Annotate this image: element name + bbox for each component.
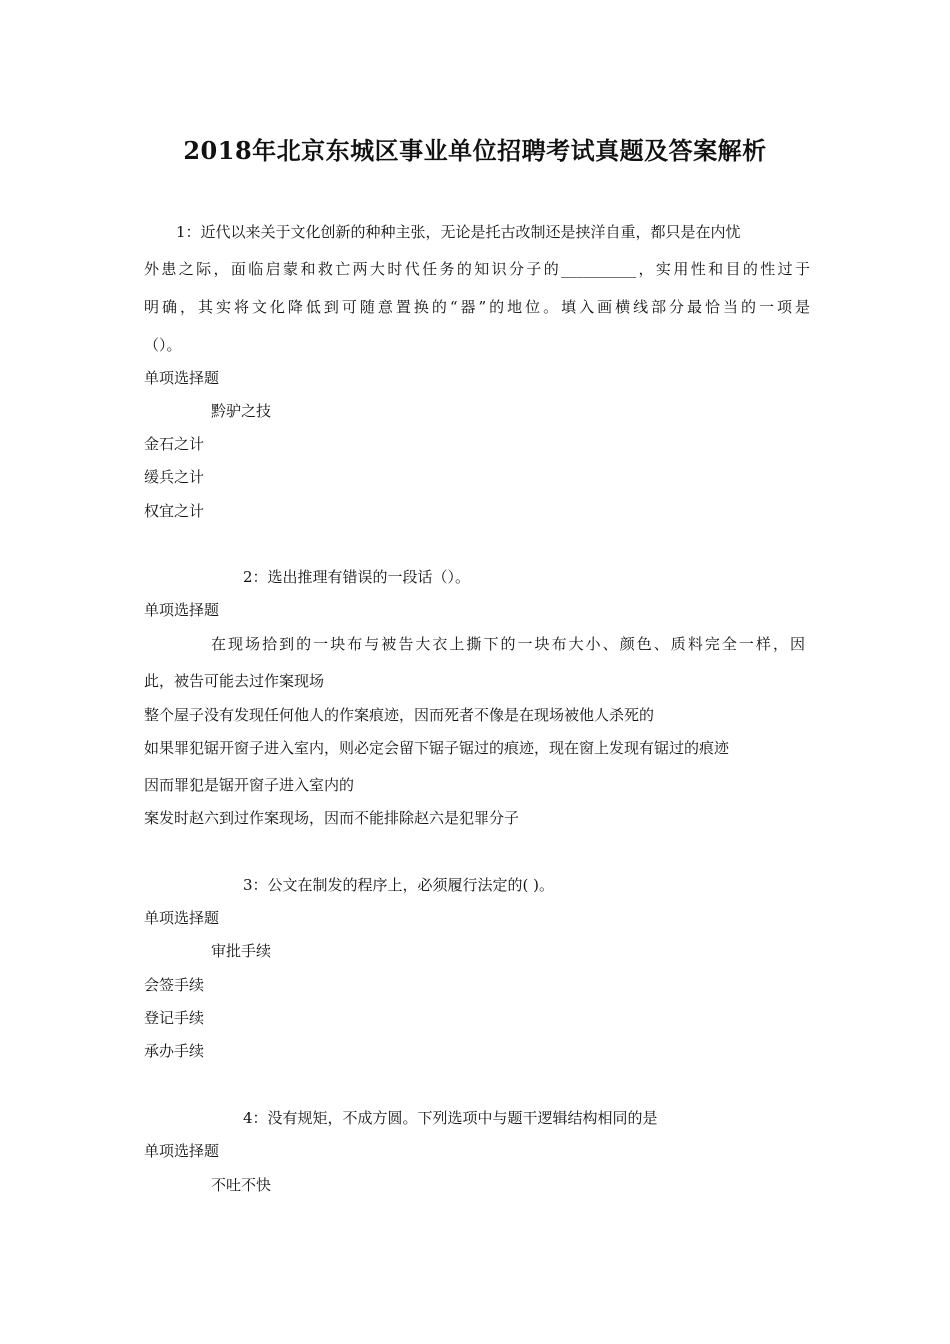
question-1-stem-line-4: （）。 [144,336,182,354]
question-3-stem: 3：公文在制发的程序上，必须履行法定的( )。 [243,876,555,894]
question-2-option-a-line-1: 在现场拾到的一块布与被告大衣上撕下的一块布大小、颜色、质料完全一样，因 [211,635,805,653]
question-1-stem-line-3: 明确，其实将文化降低到可随意置换的“器”的地位。填入画横线部分最恰当的一项是 [144,298,810,316]
question-1-stem-line-1: 1：近代以来关于文化创新的种种主张，无论是托古改制还是挟洋自重，都只是在内忧 [176,223,741,241]
question-2-option-c-line-2: 因而罪犯是锯开窗子进入室内的 [144,776,355,794]
question-2-type: 单项选择题 [144,601,220,619]
question-1-option-a: 黔驴之技 [211,402,272,420]
question-4-stem: 4：没有规矩，不成方圆。下列选项中与题干逻辑结构相同的是 [243,1109,658,1127]
question-2-option-c-line-1: 如果罪犯锯开窗子进入室内，则必定会留下锯子锯过的痕迹，现在窗上发现有锯过的痕迹 [144,739,730,757]
question-2-option-d: 案发时赵六到过作案现场，因而不能排除赵六是犯罪分子 [144,809,520,827]
question-2-stem: 2：选出推理有错误的一段话（）。 [243,568,471,586]
question-4-type: 单项选择题 [144,1142,220,1160]
question-4-option-a: 不吐不快 [211,1176,272,1194]
document-title: 2018年北京东城区事业单位招聘考试真题及答案解析 [183,136,767,165]
question-3-option-c: 登记手续 [144,1009,205,1027]
question-1-stem-line-2: 外患之际，面临启蒙和救亡两大时代任务的知识分子的__________，实用性和目的性过于 [144,260,810,278]
question-2-option-b: 整个屋子没有发现任何他人的作案痕迹，因而死者不像是在现场被他人杀死的 [144,706,655,724]
question-3-option-a: 审批手续 [211,942,272,960]
question-3-option-b: 会签手续 [144,976,205,994]
question-1-option-c: 缓兵之计 [144,468,205,486]
question-1-option-d: 权宜之计 [144,502,205,520]
question-1-option-b: 金石之计 [144,435,205,453]
question-3-option-d: 承办手续 [144,1042,205,1060]
question-2-option-a-line-2: 此，被告可能去过作案现场 [144,672,325,690]
question-3-type: 单项选择题 [144,909,220,927]
question-1-type: 单项选择题 [144,369,220,387]
